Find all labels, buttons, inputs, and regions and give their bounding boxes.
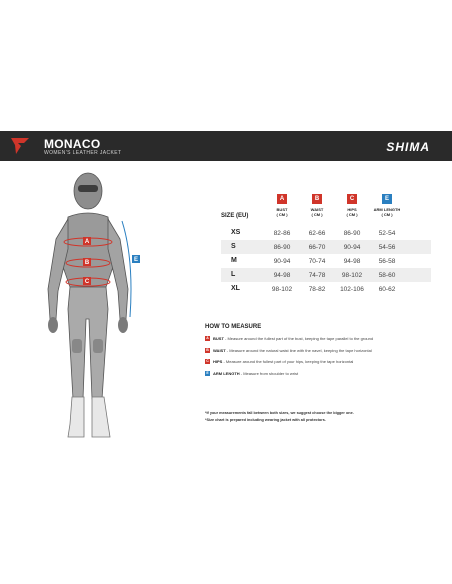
column-label: BUST (276, 207, 288, 212)
size-chart-sheet (0, 131, 452, 453)
measure-item-waist (205, 348, 430, 354)
column-header-waist (300, 194, 334, 217)
how-to-measure-section (205, 324, 430, 382)
how-to-measure-title: HOW TO MEASURE (205, 324, 262, 330)
value-cell: 90-94 (273, 258, 291, 265)
measure-text: - Measure around the natural waist line with the navel, keeping the tape horizontal (225, 347, 372, 353)
value-cell: 94-98 (343, 258, 361, 265)
badge-a: A (277, 194, 287, 204)
measure-key: WAIST (213, 347, 226, 353)
size-table (221, 194, 431, 296)
value-cell: 82-86 (273, 230, 291, 237)
measure-key: ARM LENGTH (213, 370, 240, 376)
figure-label-c: C (84, 279, 90, 285)
value-cell: 94-98 (273, 272, 291, 279)
size-cell: XS (231, 229, 241, 236)
column-label: WAIST (310, 207, 324, 212)
badge-e: E (382, 194, 392, 204)
brand-logo: SHIMA (386, 140, 430, 154)
value-cell: 66-70 (308, 244, 326, 251)
measure-item-hips (205, 359, 430, 365)
size-cell: XL (231, 285, 240, 292)
product-subtitle: WOMEN'S LEATHER JACKET (44, 150, 122, 156)
value-cell: 78-82 (308, 286, 326, 293)
value-cell: 60-62 (378, 286, 396, 293)
measure-text: - Measure around the fullest part of the bust, keeping the tape parallel to the ground (223, 336, 374, 341)
value-cell: 74-78 (308, 272, 326, 279)
column-label: ARM LENGTH (373, 207, 401, 212)
shima-logo-icon (11, 138, 29, 154)
measure-key: BUST (213, 336, 224, 341)
column-label: HIPS (347, 207, 357, 212)
table-row (221, 226, 431, 240)
measure-text: - Measure around the fullest part of your hips, keeping the tape horizontal (222, 359, 354, 364)
figure-label-b: B (84, 260, 90, 266)
size-cell: M (231, 257, 237, 264)
measure-text: - Measure from shoulder to wrist (239, 370, 299, 376)
model-name: MONACO (44, 137, 101, 151)
value-cell: 56-58 (378, 258, 396, 265)
header-bar (0, 131, 452, 161)
measure-item-arm-length (205, 371, 430, 377)
value-cell: 98-102 (341, 272, 363, 279)
value-cell: 86-90 (343, 230, 361, 237)
measure-item-bust (205, 336, 430, 342)
figure-label-a: A (84, 239, 90, 245)
value-cell: 98-102 (271, 286, 293, 293)
measurement-figure (22, 169, 152, 449)
value-cell: 70-74 (308, 258, 326, 265)
table-row (221, 240, 431, 254)
table-header (221, 194, 431, 226)
value-cell: 86-90 (273, 244, 291, 251)
value-cell: 58-60 (378, 272, 396, 279)
table-row (221, 254, 431, 268)
value-cell: 90-94 (343, 244, 361, 251)
badge-c: C (347, 194, 357, 204)
badge-b: B (206, 347, 209, 352)
value-cell: 54-56 (378, 244, 396, 251)
value-cell: 102-106 (340, 286, 364, 293)
figure-label-e: E (133, 257, 139, 263)
column-header-hips (335, 194, 369, 217)
column-header-bust (265, 194, 299, 217)
column-unit: ( CM ) (381, 212, 393, 217)
value-cell: 62-66 (308, 230, 326, 237)
column-header-arm-length (370, 194, 404, 217)
footnote: *Size chart is prepared including wearing jacket with all protectors. (205, 418, 326, 422)
badge-a: A (206, 336, 209, 340)
footnote: *If your measurements fall between both sizes, we suggest choose the bigger one. (205, 411, 354, 415)
size-cell: L (231, 271, 236, 278)
column-unit: ( CM ) (276, 212, 288, 217)
column-unit: ( CM ) (346, 212, 358, 217)
value-cell: 52-54 (378, 230, 396, 237)
table-row (221, 282, 431, 296)
column-unit: ( CM ) (311, 212, 323, 217)
table-row (221, 268, 431, 282)
footnotes (205, 410, 435, 424)
size-cell: S (231, 243, 236, 250)
measure-key: HIPS (213, 359, 223, 364)
badge-b: B (312, 194, 322, 204)
size-column-header: SIZE (EU) (221, 213, 249, 219)
badge-e: E (206, 370, 209, 375)
badge-c: C (206, 359, 209, 363)
